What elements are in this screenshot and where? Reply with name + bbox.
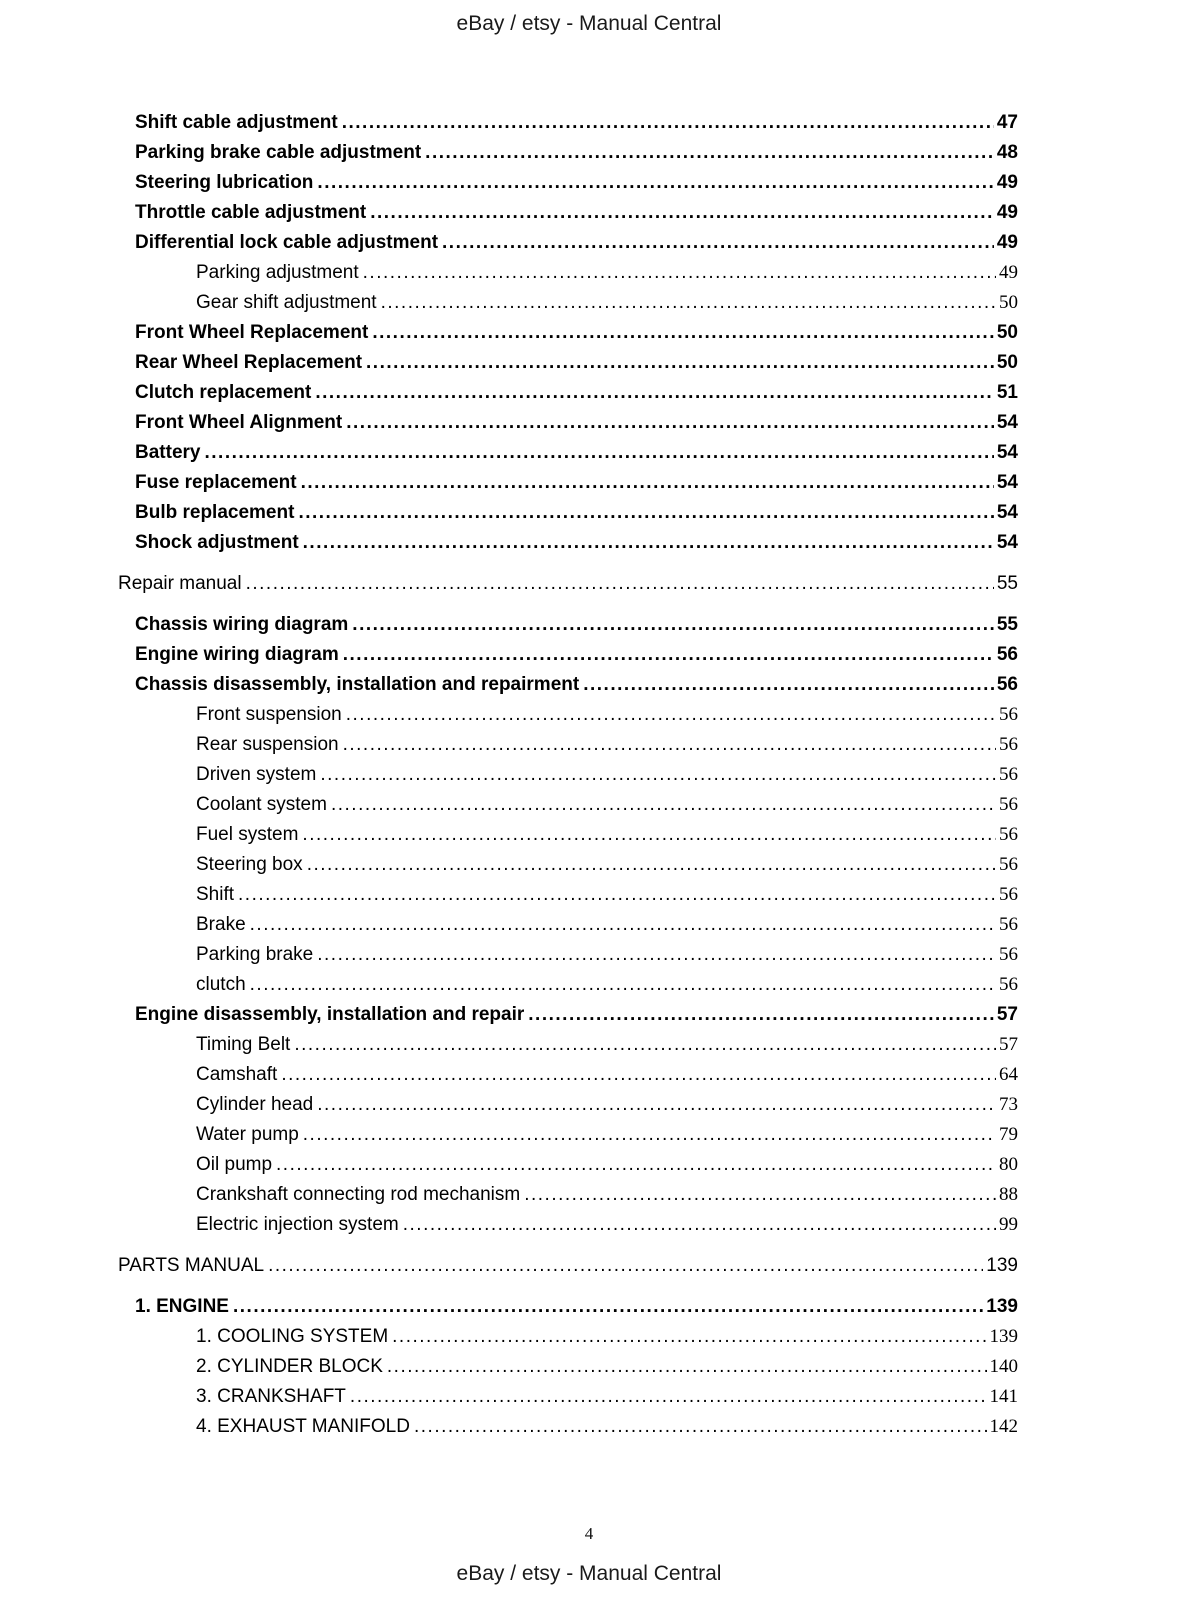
toc-entry <box>118 138 1018 168</box>
toc-entry-label: Engine disassembly, installation and repair <box>135 1004 525 1025</box>
toc-entry-label: Electric injection system <box>196 1214 399 1235</box>
toc-entry-label: PARTS MANUAL <box>118 1255 265 1276</box>
toc-entry <box>118 468 1018 498</box>
toc-entry-page: 56 <box>999 854 1018 875</box>
toc-leader-dots <box>363 258 996 288</box>
toc-entry-page: 47 <box>996 112 1018 133</box>
toc-entry-label: Parking adjustment <box>196 262 359 283</box>
toc-leader-dots <box>583 670 994 700</box>
toc-leader-dots <box>343 730 996 760</box>
toc-leader-dots <box>381 288 996 318</box>
toc-entry-page: 55 <box>996 573 1018 594</box>
toc-entry-label: Rear Wheel Replacement <box>135 352 363 373</box>
toc-entry-page: 56 <box>999 974 1018 995</box>
toc-leader-dots <box>387 1352 987 1382</box>
toc-entry <box>118 970 1018 1000</box>
toc-entry-label: Oil pump <box>196 1154 273 1175</box>
toc-entry-page: 57 <box>999 1034 1018 1055</box>
toc-entry-page: 64 <box>999 1064 1018 1085</box>
toc-leader-dots <box>346 700 996 730</box>
toc-entry <box>118 850 1018 880</box>
toc-entry-label: Shift cable adjustment <box>135 112 338 133</box>
toc-leader-dots <box>315 378 994 408</box>
toc-entry-label: Front Wheel Replacement <box>135 322 369 343</box>
toc-entry <box>118 640 1018 670</box>
toc-entry <box>118 108 1018 138</box>
toc-entry-label: Timing Belt <box>196 1034 291 1055</box>
toc-entry <box>118 438 1018 468</box>
toc-entry <box>118 228 1018 258</box>
toc-entry-page: 99 <box>999 1214 1018 1235</box>
toc-entry-page: 49 <box>996 232 1018 253</box>
toc-entry-label: 4. EXHAUST MANIFOLD <box>196 1416 410 1437</box>
toc-entry <box>118 760 1018 790</box>
toc-entry <box>118 940 1018 970</box>
toc-entry-page: 139 <box>989 1326 1018 1347</box>
toc-entry <box>118 790 1018 820</box>
toc-entry-page: 88 <box>999 1184 1018 1205</box>
toc-entry <box>118 670 1018 700</box>
toc-entry <box>118 1000 1018 1030</box>
toc-entry <box>118 1060 1018 1090</box>
toc-entry-label: Chassis wiring diagram <box>135 614 349 635</box>
toc-leader-dots <box>302 820 996 850</box>
toc-entry <box>118 288 1018 318</box>
toc-leader-dots <box>303 528 994 558</box>
toc-entry-page: 56 <box>999 764 1018 785</box>
toc-leader-dots <box>528 1000 994 1030</box>
toc-entry-page: 56 <box>999 734 1018 755</box>
toc-entry-label: Crankshaft connecting rod mechanism <box>196 1184 521 1205</box>
document-header-title: eBay / etsy - Manual Central <box>456 12 722 35</box>
toc-entry-label: Repair manual <box>118 573 242 594</box>
toc-leader-dots <box>343 640 994 670</box>
toc-entry <box>118 498 1018 528</box>
toc-entry-label: Clutch replacement <box>135 382 312 403</box>
toc-leader-dots <box>392 1322 986 1352</box>
toc-entry-page: 57 <box>996 1004 1018 1025</box>
toc-entry-page: 141 <box>989 1386 1018 1407</box>
toc-entry <box>118 820 1018 850</box>
toc-entry <box>118 1322 1018 1352</box>
toc-entry-page: 49 <box>996 172 1018 193</box>
page-number: 4 <box>584 1524 594 1543</box>
toc-leader-dots <box>350 1382 987 1412</box>
toc-entry <box>118 880 1018 910</box>
toc-entry <box>118 1352 1018 1382</box>
toc-leader-dots <box>276 1150 996 1180</box>
toc-entry-page: 55 <box>996 614 1018 635</box>
toc-entry <box>118 1412 1018 1442</box>
toc-leader-dots <box>366 348 994 378</box>
toc-entry-label: Shock adjustment <box>135 532 299 553</box>
toc-leader-dots <box>342 108 994 138</box>
toc-entry-label: Camshaft <box>196 1064 278 1085</box>
toc-entry-label: Fuse replacement <box>135 472 297 493</box>
toc-entry-label: Gear shift adjustment <box>196 292 377 313</box>
toc-entry <box>118 198 1018 228</box>
toc-entry-page: 139 <box>986 1296 1018 1317</box>
toc-entry-label: Front suspension <box>196 704 342 725</box>
toc-leader-dots <box>298 498 993 528</box>
toc-leader-dots <box>238 880 996 910</box>
toc-entry-page: 142 <box>989 1416 1018 1437</box>
toc-leader-dots <box>352 610 994 640</box>
toc-entry-page: 54 <box>996 412 1018 433</box>
toc-leader-dots <box>250 970 996 1000</box>
toc-leader-dots <box>246 569 994 599</box>
toc-entry <box>118 1150 1018 1180</box>
toc-entry-page: 50 <box>999 292 1018 313</box>
toc-leader-dots <box>307 850 996 880</box>
toc-entry-label: Battery <box>135 442 201 463</box>
toc-entry-label: Water pump <box>196 1124 299 1145</box>
toc-leader-dots <box>370 198 994 228</box>
toc-entry-page: 50 <box>996 322 1018 343</box>
toc-entry-page: 54 <box>996 472 1018 493</box>
toc-entry <box>118 910 1018 940</box>
toc-entry <box>118 730 1018 760</box>
toc-entry-page: 50 <box>996 352 1018 373</box>
toc-leader-dots <box>403 1210 996 1240</box>
toc-entry-page: 51 <box>996 382 1018 403</box>
toc-entry-page: 56 <box>999 944 1018 965</box>
toc-entry-page: 56 <box>999 884 1018 905</box>
toc-entry-page: 73 <box>999 1094 1018 1115</box>
toc-leader-dots <box>301 468 994 498</box>
toc-entry-page: 56 <box>999 914 1018 935</box>
toc-entry <box>118 1180 1018 1210</box>
toc-entry-label: 1. ENGINE <box>135 1296 229 1317</box>
toc-entry <box>118 528 1018 558</box>
toc-entry <box>118 348 1018 378</box>
toc-entry <box>118 408 1018 438</box>
toc-leader-dots <box>414 1412 987 1442</box>
toc-entry-label: Coolant system <box>196 794 327 815</box>
toc-entry-label: Steering lubrication <box>135 172 314 193</box>
toc-leader-dots <box>204 438 993 468</box>
document-footer-title: eBay / etsy - Manual Central <box>456 1562 722 1585</box>
toc-entry-label: Parking brake <box>196 944 314 965</box>
toc-entry-label: Cylinder head <box>196 1094 314 1115</box>
toc-entry <box>118 1210 1018 1240</box>
toc-entry <box>118 1292 1018 1322</box>
toc-entry-page: 54 <box>996 532 1018 553</box>
toc-entry-label: Driven system <box>196 764 317 785</box>
toc-leader-dots <box>425 138 994 168</box>
toc-entry <box>118 610 1018 640</box>
toc-entry-label: Rear suspension <box>196 734 339 755</box>
toc-entry-page: 48 <box>996 142 1018 163</box>
toc-leader-dots <box>250 910 996 940</box>
toc-entry-page: 54 <box>996 502 1018 523</box>
toc-list <box>118 108 1018 1442</box>
toc-entry-label: Shift <box>196 884 235 905</box>
toc-entry <box>118 1030 1018 1060</box>
toc-entry-label: 3. CRANKSHAFT <box>196 1386 346 1407</box>
toc-leader-dots <box>442 228 994 258</box>
toc-entry-label: Front Wheel Alignment <box>135 412 343 433</box>
toc-entry <box>118 318 1018 348</box>
toc-entry-label: 2. CYLINDER BLOCK <box>196 1356 383 1377</box>
toc-entry-page: 56 <box>996 644 1018 665</box>
toc-entry-label: Bulb replacement <box>135 502 295 523</box>
toc-entry-page: 56 <box>999 824 1018 845</box>
toc-entry <box>118 1120 1018 1150</box>
toc-entry-label: clutch <box>196 974 246 995</box>
toc-entry-label: Chassis disassembly, installation and repairment <box>135 674 580 695</box>
toc-entry <box>118 1251 1018 1281</box>
toc-leader-dots <box>317 168 993 198</box>
toc-leader-dots <box>317 940 996 970</box>
toc-entry-label: Parking brake cable adjustment <box>135 142 422 163</box>
toc-leader-dots <box>317 1090 996 1120</box>
toc-entry-page: 80 <box>999 1154 1018 1175</box>
toc-entry-page: 79 <box>999 1124 1018 1145</box>
toc-entry-label: Fuel system <box>196 824 299 845</box>
toc-leader-dots <box>524 1180 996 1210</box>
toc-leader-dots <box>346 408 994 438</box>
toc-entry <box>118 700 1018 730</box>
toc-entry-page: 49 <box>996 202 1018 223</box>
toc-entry-label: 1. COOLING SYSTEM <box>196 1326 389 1347</box>
toc-entry-page: 140 <box>989 1356 1018 1377</box>
toc-entry <box>118 258 1018 288</box>
toc-entry <box>118 378 1018 408</box>
toc-leader-dots <box>294 1030 996 1060</box>
toc-leader-dots <box>331 790 996 820</box>
toc-leader-dots <box>268 1251 983 1281</box>
toc-entry-label: Throttle cable adjustment <box>135 202 367 223</box>
toc-entry-page: 139 <box>986 1255 1018 1276</box>
toc-entry-page: 56 <box>999 704 1018 725</box>
toc-leader-dots <box>320 760 996 790</box>
toc-leader-dots <box>281 1060 996 1090</box>
toc-entry <box>118 168 1018 198</box>
toc-entry-page: 56 <box>996 674 1018 695</box>
toc-entry <box>118 1090 1018 1120</box>
toc-entry-page: 49 <box>999 262 1018 283</box>
toc-entry-label: Steering box <box>196 854 303 875</box>
toc-entry-label: Engine wiring diagram <box>135 644 339 665</box>
toc-leader-dots <box>233 1292 983 1322</box>
toc-entry-page: 56 <box>999 794 1018 815</box>
toc-entry <box>118 1382 1018 1412</box>
toc-entry-label: Brake <box>196 914 246 935</box>
toc-entry-label: Differential lock cable adjustment <box>135 232 439 253</box>
toc-leader-dots <box>303 1120 996 1150</box>
toc-leader-dots <box>372 318 994 348</box>
toc-entry <box>118 569 1018 599</box>
toc-entry-page: 54 <box>996 442 1018 463</box>
